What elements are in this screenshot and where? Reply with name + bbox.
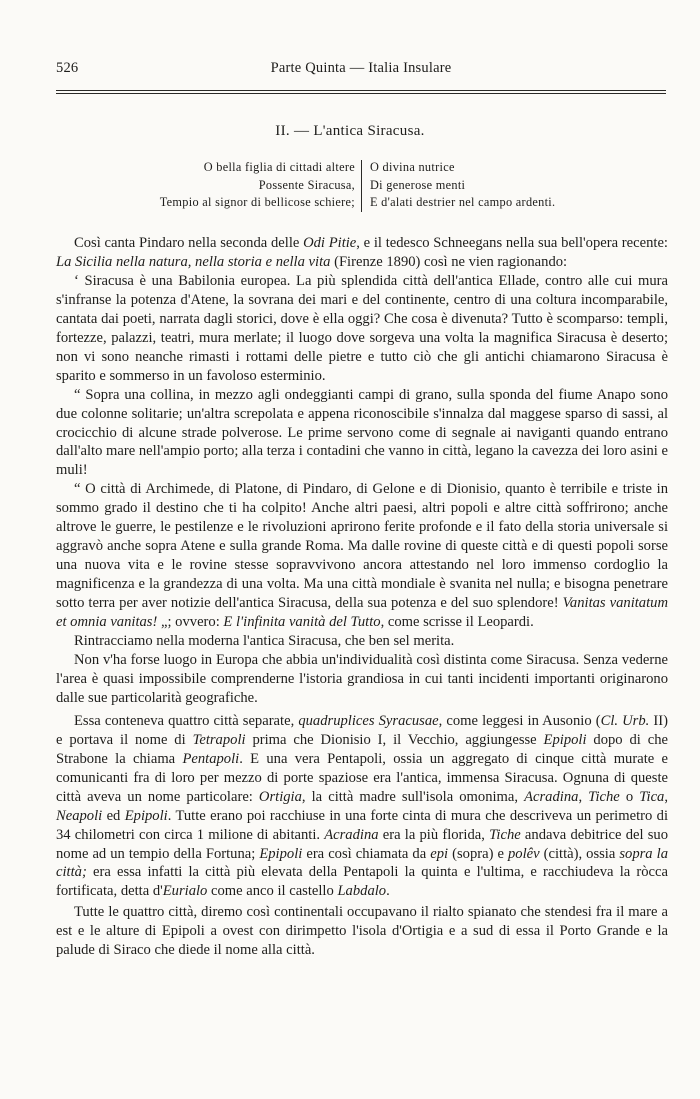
paragraph: Rintracciamo nella moderna l'antica Siracusa, che ben sel merita.: [74, 633, 455, 650]
verse-line: E d'alati destrier nel campo ardenti.: [370, 195, 556, 209]
verse-line: Di generose menti: [370, 177, 466, 192]
verse-line: O bella figlia di cittadi altere: [203, 160, 355, 174]
body-text: [56, 234, 668, 960]
verse-divider: [361, 160, 362, 212]
header-rule-thin: [56, 93, 666, 94]
paragraph: ‘ Siracusa è una Babilonia europea. La più splendida città dell'antica Ellade, contro alle cui mura s'infranse la potenza d'Atene, la sovrana dei mari e del continente, centro di una coltura incomparabile, cantata dai poeti, narrata dagli storici, dove è ella oggi? Che cosa è divenuta? Tutto è scomparso: templi, fortezze, palazzi, teatri, mura merlate; il luogo dove sorgeva una volta la magnifica Siracusa è deserto; non vi sono neanche rimasti i rottami delle pietre e tutto ciò che gli antichi chiamarono Siracusa è sparito e sommerso in un favoloso esterminio.: [56, 272, 668, 384]
verse-line: Possente Siracusa,: [258, 177, 355, 192]
running-title: Parte Quinta — Italia Insulare: [270, 60, 452, 76]
paragraph: “ O città di Archimede, di Platone, di Pindaro, di Gelone e di Dionisio, quanto è terribile e triste in sommo grado il destino che ti ha colpito! Anche altri paesi, altri popoli e altre città soffrirono; anche altrove le guerre, le pestilenze e le rivoluzioni aprirono ferite profonde e il fato della storia universale si aggravò anche sopra Atene e sulla grande Roma. Ma dalle rovine di queste città e di questi popoli sorse una nuova vita e le rovine stesse sopravvivono ancora attestando nel loro immenso cordoglio la magnificenza e la grandezza di una volta. Ma una città mondiale è svanita nel nulla; e bisogna penetrare sotto terra per aver notizie dell'antica Siracusa, della sua potenza e del suo splendore! Vanitas vanitatum et omnia vanitas! „; ovvero: E l'infinita vanità del Tutto, come scrisse il Leopardi.: [56, 481, 668, 631]
paragraph: Non v'ha forse luogo in Europa che abbia un'individualità così distinta come Siracusa. Senza vederne l'area è quasi impossibile comprenderne l'istoria grandiosa in cui tanti incidenti importanti originarono dalle sue particolarità geografiche.: [56, 651, 668, 706]
verse-line: O divina nutrice: [370, 160, 455, 174]
verse-line: Tempio al signor di bellicose schiere;: [159, 195, 355, 209]
paragraph: Essa conteneva quattro città separate, quadruplices Syracusae, come leggesi in Ausonio (Cl. Urb. II) e portava il nome di Tetrapoli prima che Dionisio I, il Vecchio, aggiungesse Epipoli dopo di che Strabone la chiama Pentapoli. E una vera Pentapoli, ossia un aggregato di cinque città murate e comunicanti fra di loro per mezzo di porte spaziose era l'antica, immensa Siracusa. Ognuna di queste città aveva un nome particolare: Ortigia, la città madre sull'isola omonima, Acradina, Tiche o Tica, Neapoli ed Epipoli. Tutte erano poi racchiuse in una forte cinta di mura che descriveva un perimetro di 34 chilometri con circa 1 milione di abitanti. Acradina era la più florida, Tiche andava debitrice del suo nome ad un tempio della Fortuna; Epipoli era così chiamata da epi (sopra) e polêv (città), ossia sopra la città; era essa infatti la città più elevata della Pentapoli la quinta e l'ultima, e racchiudeva la ròcca fortificata, detta d'Eurialo come anco il castello Labdalo.: [56, 712, 669, 900]
paragraph: “ Sopra una collina, in mezzo agli ondeggianti campi di grano, sulla sponda del fiume Anapo sono due colonne solitarie; un'altra screpolata e appena riconoscibile s'innalza dal maggese sparso di sassi, al crocicchio di alcune strade polverose. Le prime servono come di segnale ai naviganti quando entrano dall'alto mare nell'ampio porto; alla terza i contadini che vanno in città, legano la cavezza dei loro asini e muli!: [56, 386, 668, 479]
verse-right-column: [370, 159, 630, 212]
paragraph: Così canta Pindaro nella seconda delle Odi Pitie, e il tedesco Schneegans nella sua bell'opera recente: La Sicilia nella natura, nella storia e nella vita (Firenze 1890) così ne vien ragionando:: [56, 235, 668, 270]
verse-left-column: [115, 159, 355, 212]
header-rule: [56, 90, 666, 91]
paragraph: Tutte le quattro città, diremo così continentali occupavano il rialto spianato che stendesi fra il mare a est e le alture di Epipoli a ovest con dirimpetto l'isola d'Ortigia e a sud di essa il Porto Grande e la palude di Siraco che diede il nome alla città.: [56, 904, 668, 959]
page-number: 526: [56, 60, 79, 76]
section-title: II. — L'antica Siracusa.: [275, 123, 425, 139]
